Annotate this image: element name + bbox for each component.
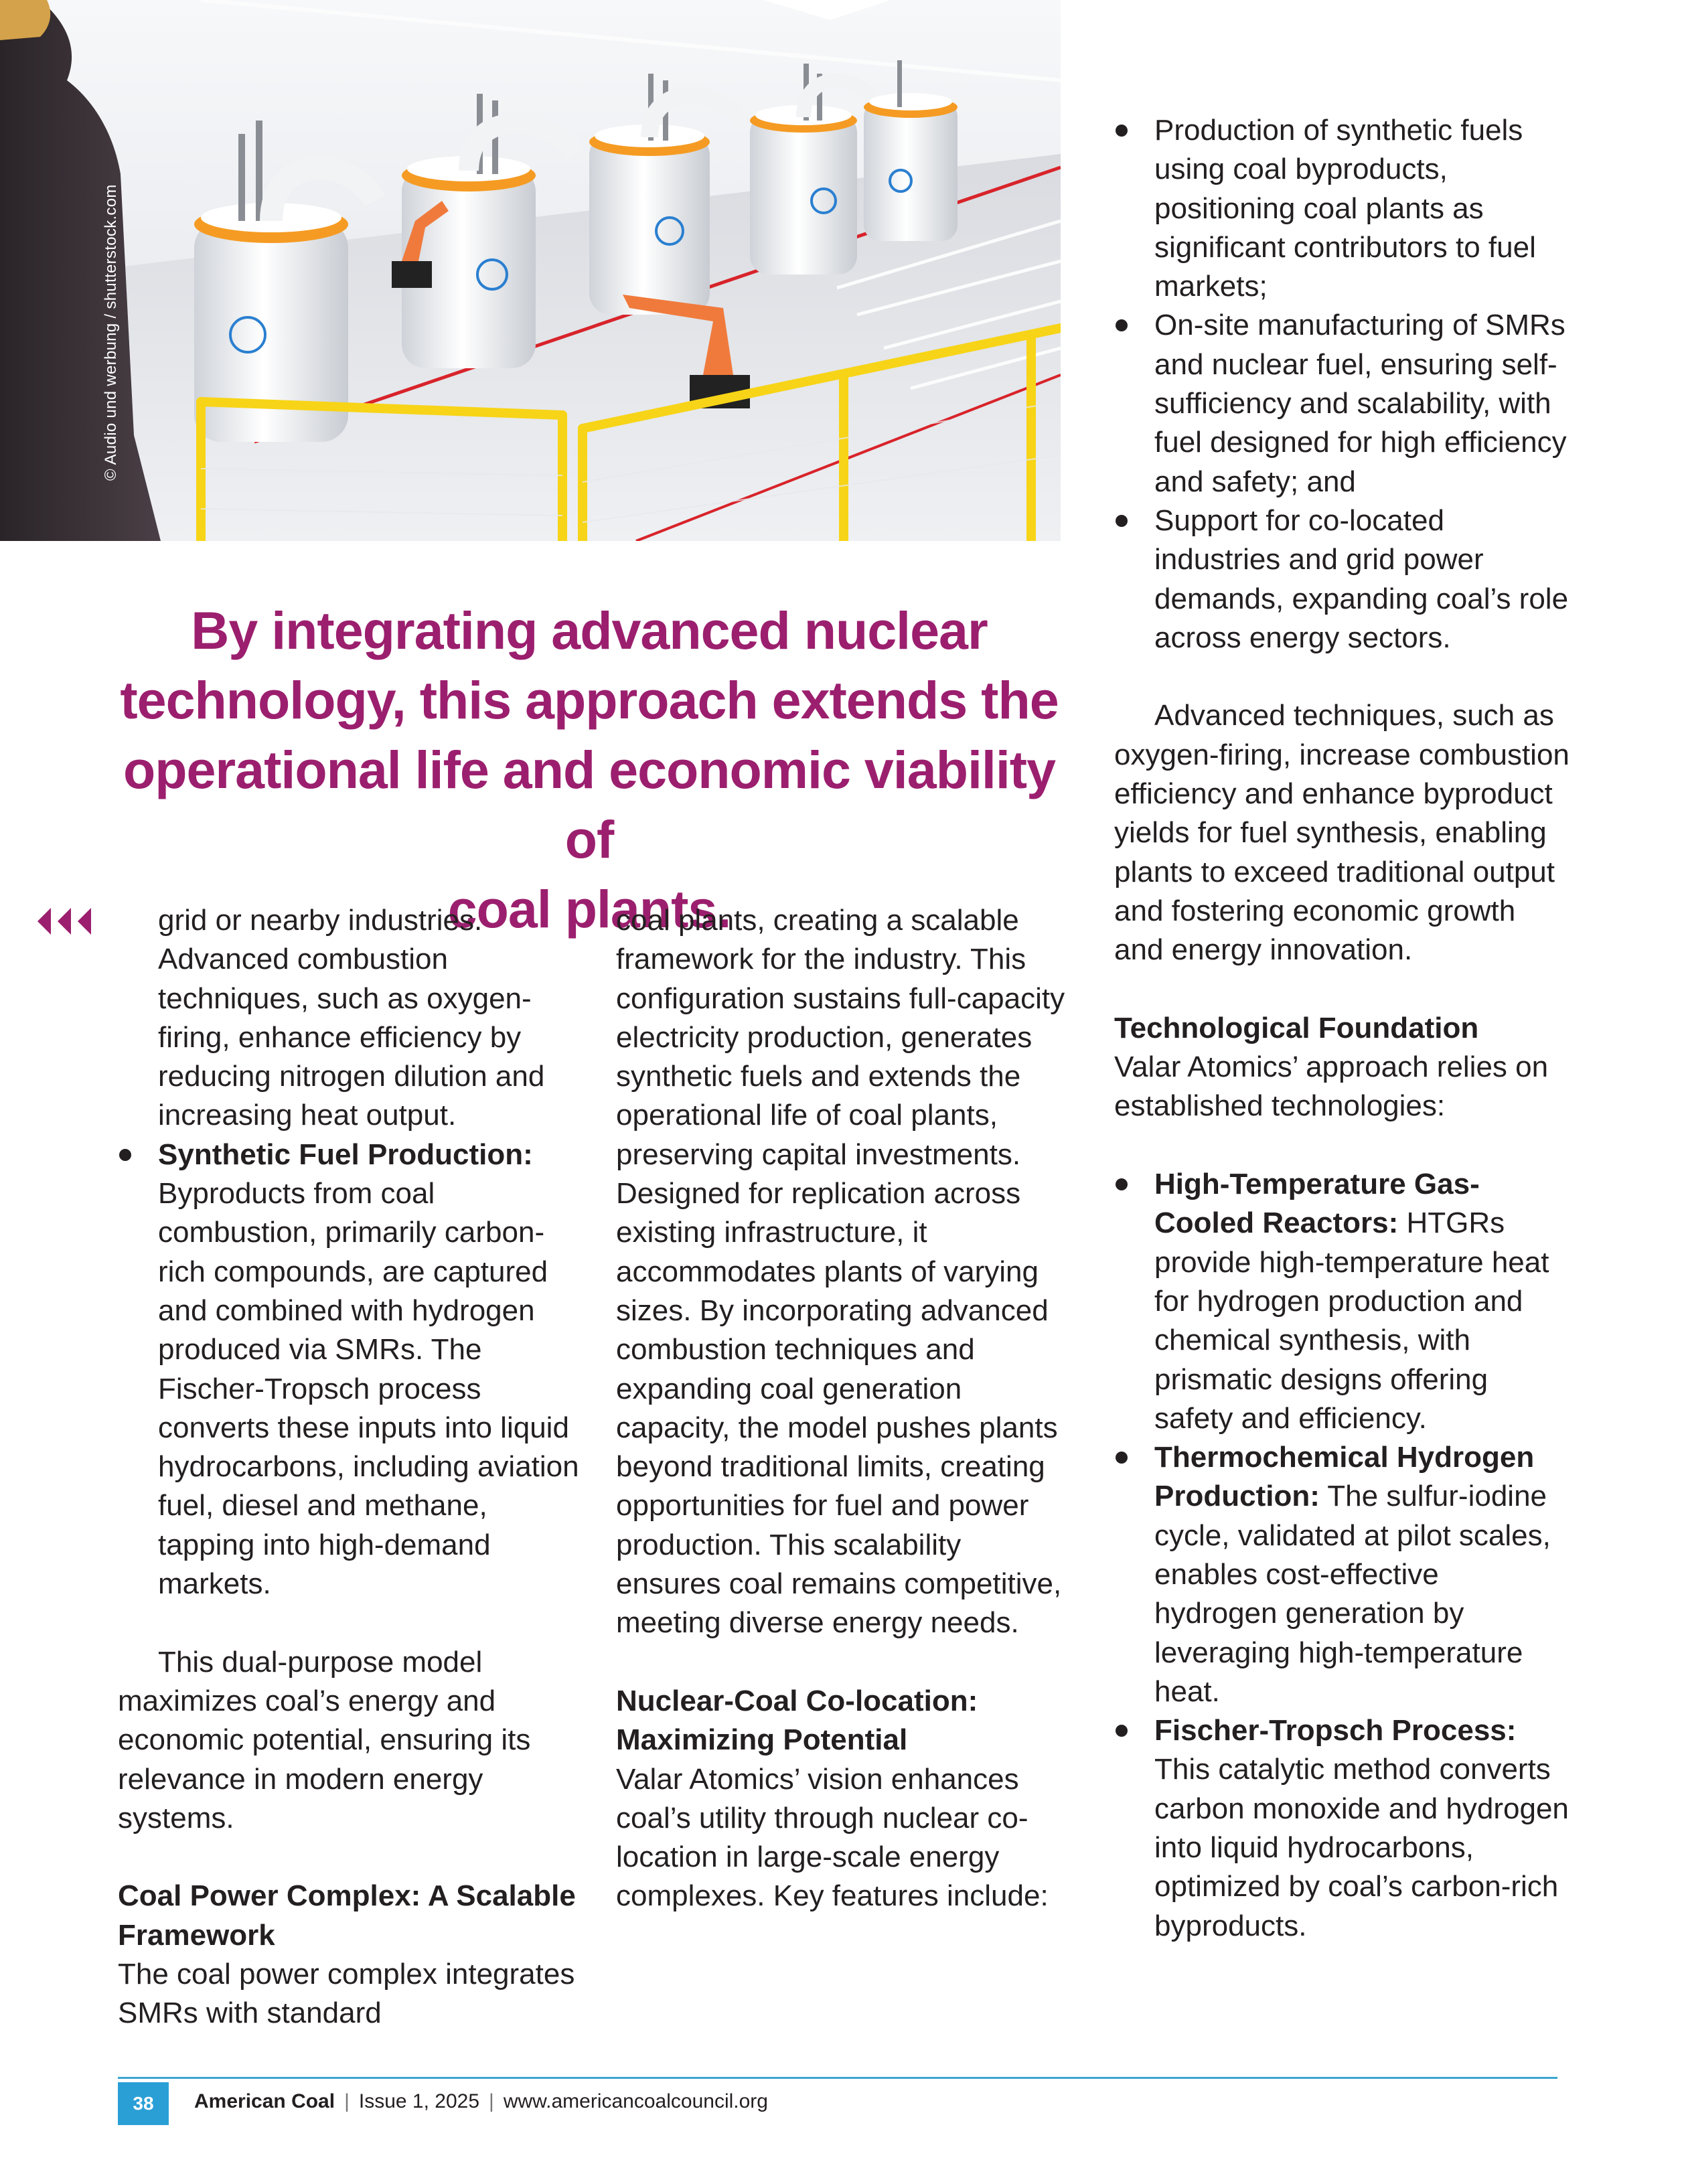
list-item: On-site manufacturing of SMRs and nuclear fuel, ensuring self-sufficiency and scalability, with fuel designed for high efficiency and safety; and: [1114, 306, 1570, 501]
text-line: reducing nitrogen dilution and: [158, 1060, 545, 1093]
footer-separator: |: [344, 2090, 350, 2112]
footer-separator: |: [489, 2090, 494, 2112]
text-line: Advanced combustion: [158, 943, 448, 976]
paragraph: coal plants, creating a scalable framework for the industry. This configuration sustains full-capacity electricity production, generates synthetic fuels and extends the operational life of coal plants, preserving capital investments. Designed for replication across existing infrastructure, it accommodates plants of varying sizes. By incorporating advanced combustion techniques and expanding coal generation capacity, the model pushes plants beyond traditional limits, creating opportunities for fuel and power production. This scalability ensures coal remains competitive, meeting diverse energy needs.: [616, 904, 1065, 1640]
list-item: [118, 901, 587, 1136]
bullet-body: The sulfur-iodine cycle, validated at pilot scales, enables cost-effective hydrogen generation by leveraging high-temperature heat.: [1154, 1480, 1551, 1708]
section-heading: Nuclear-Coal Co-location: Maximizing Potential: [616, 1684, 978, 1757]
pull-quote-line: coal plants.: [447, 879, 731, 939]
pull-quote-line: technology, this approach extends the: [120, 670, 1059, 730]
list-item: [1114, 1711, 1570, 1946]
hero-photo: [0, 0, 1061, 541]
list-item: Production of synthetic fuels using coal byproducts, positioning coal plants as significant contributors to fuel markets;: [1114, 111, 1570, 306]
pull-quote: [114, 596, 1065, 944]
page-number: 38: [118, 2082, 169, 2125]
text-line: increasing heat output.: [158, 1099, 457, 1132]
text-line: techniques, such as oxygen-: [158, 982, 532, 1015]
pull-quote-line: operational life and economic viability of: [123, 740, 1056, 869]
paragraph: Valar Atomics’ approach relies on established technologies:: [1114, 1050, 1549, 1123]
column-2: [616, 901, 1071, 1916]
list-item: Support for co-located industries and grid power demands, expanding coal’s role across energy sectors.: [1114, 501, 1570, 657]
chevron-left-icon: [36, 905, 100, 937]
paragraph: This dual-purpose model maximizes coal’s energy and economic potential, ensuring its relevance in modern energy systems.: [118, 1645, 531, 1835]
footer-divider: [118, 2077, 1557, 2079]
bullet-title: Thermochemical Hydrogen Production:: [1154, 1441, 1535, 1513]
text-line: grid or nearby industries.: [158, 904, 483, 937]
pull-quote-line: By integrating advanced nuclear: [191, 601, 988, 660]
bullet-body: Byproducts from coal combustion, primarily carbon-rich compounds, are captured and combined with hydrogen produced via SMRs. The Fischer-Tropsch process converts these inputs into liquid hydrocarbons, including aviation fuel, diesel and methane, tapping into high-demand markets.: [158, 1177, 579, 1601]
bullet-title: Synthetic Fuel Production:: [158, 1138, 533, 1171]
photo-credit: © Audio und werbung / shutterstock.com: [102, 184, 120, 481]
text-line: firing, enhance efficiency by: [158, 1020, 522, 1054]
magazine-name: American Coal: [194, 2090, 335, 2112]
list-item: [1114, 1438, 1570, 1711]
section-heading: Technological Foundation: [1114, 1011, 1479, 1044]
paragraph: Valar Atomics’ vision enhances coal’s utility through nuclear co-location in large-scale energy complexes. Key features include:: [616, 1762, 1049, 1913]
column-1: [118, 901, 587, 2033]
section-heading: Coal Power Complex: A Scalable Framework: [118, 1879, 576, 1952]
issue-label: Issue 1, 2025: [358, 2090, 480, 2112]
paragraph: The coal power complex integrates SMRs with standard: [118, 1958, 575, 2030]
bullet-title: Fischer-Tropsch Process:: [1154, 1714, 1517, 1747]
bullet-body: HTGRs provide high-temperature heat for hydrogen production and chemical synthesis, with prismatic designs offering safety and efficiency.: [1154, 1206, 1549, 1435]
bullet-title: High-Temperature Gas-Cooled Reactors:: [1154, 1168, 1480, 1240]
factory-illustration: [0, 0, 1061, 541]
bullet-body: This catalytic method converts carbon monoxide and hydrogen into liquid hydrocarbons, optimized by coal’s carbon-rich byproducts.: [1154, 1753, 1569, 1942]
website-link[interactable]: www.americancoalcouncil.org: [503, 2090, 768, 2112]
footer: [194, 2090, 768, 2113]
column-3: [1114, 111, 1570, 1946]
paragraph: Advanced techniques, such as oxygen-firing, increase combustion efficiency and enhance byproduct yields for fuel synthesis, enabling plants to exceed traditional output and fostering economic growth and energy innovation.: [1114, 699, 1570, 967]
list-item: [118, 1136, 587, 1604]
list-item: [1114, 1165, 1570, 1438]
